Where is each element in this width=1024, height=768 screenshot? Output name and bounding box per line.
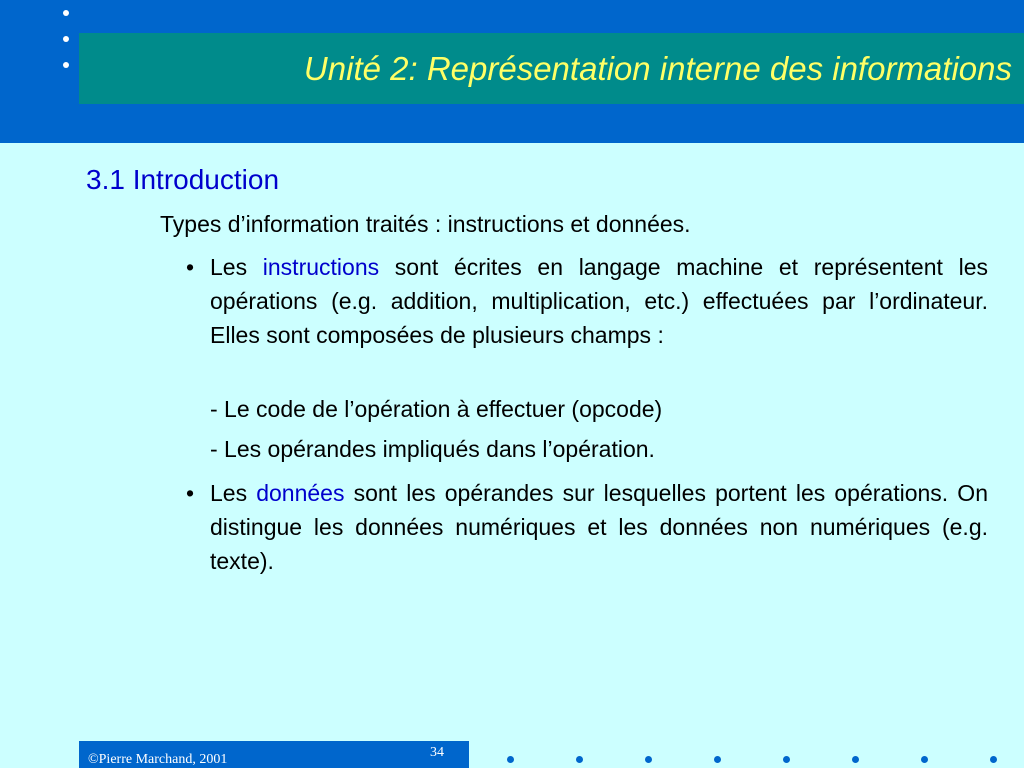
decorative-dots-vertical [63, 10, 69, 68]
dot-icon [576, 756, 583, 763]
title-box [79, 33, 1024, 104]
highlight-term: instructions [262, 254, 380, 280]
dot-icon [63, 62, 69, 68]
bullet-text-start: Les [210, 254, 263, 280]
footer-copyright: ©Pierre Marchand, 2001 [88, 752, 228, 767]
highlight-term: données [256, 480, 345, 506]
bullet-text [210, 476, 988, 578]
section-heading: 3.1 Introduction [86, 164, 280, 195]
dot-icon [714, 756, 721, 763]
bullet-instructions [186, 250, 988, 352]
page-number: 34 [430, 745, 444, 760]
slide-title: Unité 2: Représentation interne des informations [303, 49, 1012, 87]
dot-icon [507, 756, 514, 763]
bullet-text-rest: sont écrites en langage machine et représentent les opérations (e.g. addition, multiplication, etc.) effectuées par l’ordinateur. Elles sont composées de plusieurs champs : [210, 254, 988, 348]
sub-item-operands: - Les opérandes impliqués dans l’opération. [210, 436, 655, 462]
dot-icon [63, 36, 69, 42]
bullet-text-start: Les [210, 480, 257, 506]
intro-line: Types d’information traités : instructions et données. [160, 211, 691, 237]
dot-icon [63, 10, 69, 16]
dot-icon [921, 756, 928, 763]
dot-icon [852, 756, 859, 763]
dot-icon [783, 756, 790, 763]
bullet-text [210, 250, 988, 352]
sub-item-opcode: - Le code de l’opération à effectuer (opcode) [210, 396, 663, 422]
bullet-donnees [186, 476, 988, 578]
bullet-icon: • [186, 254, 195, 280]
decorative-dots-horizontal [507, 756, 997, 763]
dot-icon [990, 756, 997, 763]
bullet-icon: • [186, 480, 195, 506]
bullet-text-rest: sont les opérandes sur lesquelles portent les opérations. On distingue les données numériques et les données non numériques (e.g. texte). [210, 480, 988, 574]
dot-icon [645, 756, 652, 763]
